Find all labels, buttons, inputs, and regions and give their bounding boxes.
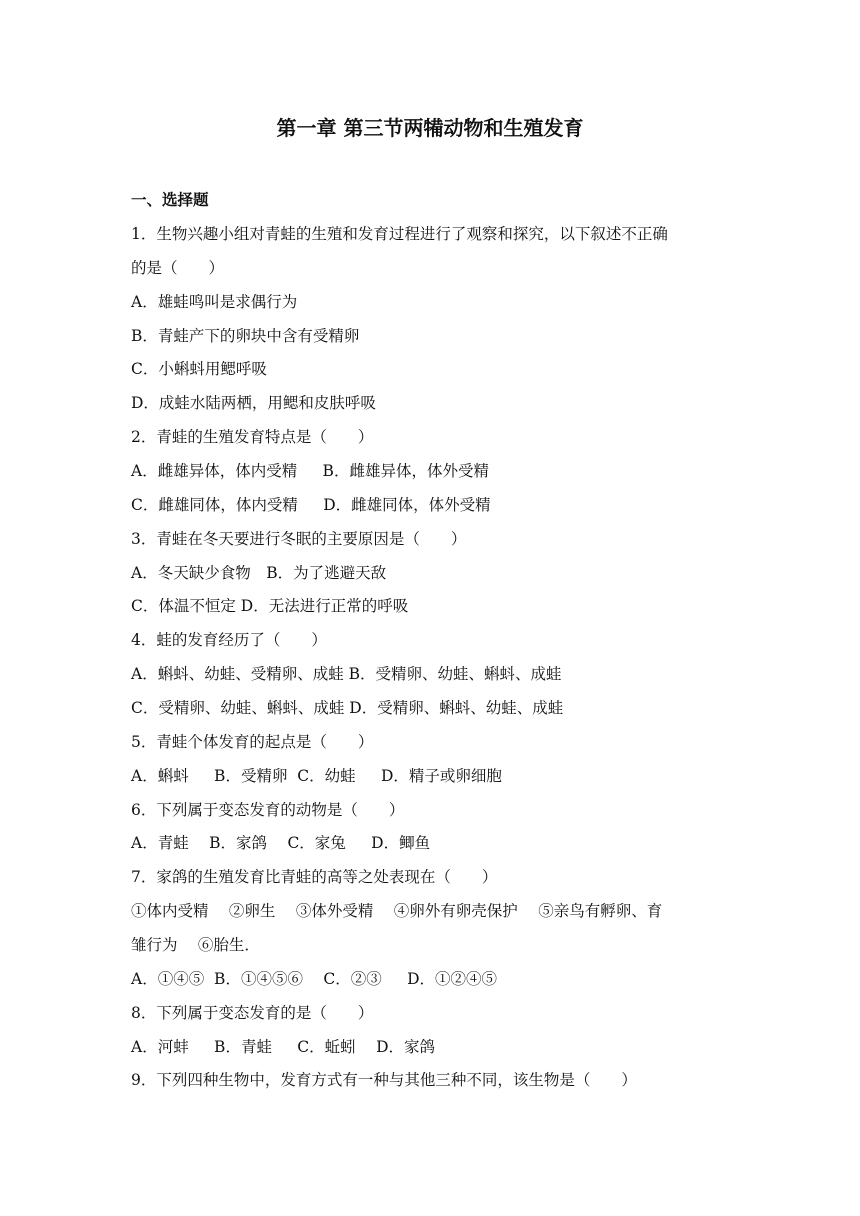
question-3-options-cd: C．体温不恒定 D．无法进行正常的呼吸 xyxy=(131,597,409,615)
question-7-choices: ①体内受精 ②卵生 ③体外受精 ④卵外有卵壳保护 ⑤亲鸟有孵卵、育 xyxy=(131,902,663,920)
question-4-options-cd: C．受精卵、幼蛙、蝌蚪、成蛙 D．受精卵、蝌蚪、幼蛙、成蛙 xyxy=(131,699,564,717)
question-1-stem-cont: 的是（ ） xyxy=(131,259,225,277)
question-3-options-ab: A．冬天缺少食物 B．为了逃避天敌 xyxy=(131,564,387,582)
question-2-options-ab: A．雌雄异体，体内受精 B．雌雄异体，体外受精 xyxy=(131,462,489,480)
question-7-choices-cont: 雏行为 ⑥胎生． xyxy=(131,936,260,954)
question-6-stem: 6．下列属于变态发育的动物是（ ） xyxy=(131,801,405,819)
question-1-option-b: B．青蛙产下的卵块中含有受精卵 xyxy=(131,327,360,345)
question-8-options: A．河蚌 B．青蛙 C．蚯蚓 D．家鸽 xyxy=(131,1038,436,1056)
question-2-stem: 2．青蛙的生殖发育特点是（ ） xyxy=(131,428,374,446)
question-7-options: A．①④⑤ B．①④⑤⑥ C．②③ D．①②④⑤ xyxy=(131,970,498,988)
question-6-options: A．青蛙 B．家鸽 C．家兔 D．鲫鱼 xyxy=(131,834,431,852)
question-5-options: A．蝌蚪 B．受精卵 C．幼蛙 D．精子或卵细胞 xyxy=(131,767,502,785)
section-heading: 一、选择题 xyxy=(131,191,209,209)
question-5-stem: 5．青蛙个体发育的起点是（ ） xyxy=(131,733,374,751)
page-title: 第一章 第三节两犕动物和生殖发育 xyxy=(276,116,584,140)
question-7-stem: 7．家鸽的生殖发育比青蛙的高等之处表现在（ ） xyxy=(131,868,498,886)
question-8-stem: 8．下列属于变态发育的是（ ） xyxy=(131,1004,374,1022)
question-4-options-ab: A．蝌蚪、幼蛙、受精卵、成蛙 B．受精卵、幼蛙、蝌蚪、成蛙 xyxy=(131,665,562,683)
question-3-stem: 3．青蛙在冬天要进行冬眠的主要原因是（ ） xyxy=(131,530,467,548)
question-1-stem: 1．生物兴趣小组对青蛙的生殖和发育过程进行了观察和探究，以下叙述不正确 xyxy=(131,225,668,243)
question-2-options-cd: C．雌雄同体，体内受精 D．雌雄同体，体外受精 xyxy=(131,496,491,514)
question-1-option-a: A．雄蛙鸣叫是求偶行为 xyxy=(131,293,298,311)
question-1-option-c: C．小蝌蚪用鳃呼吸 xyxy=(131,360,267,378)
question-4-stem: 4．蛙的发育经历了（ ） xyxy=(131,631,327,649)
question-1-option-d: D．成蛙水陆两栖，用鳃和皮肤呼吸 xyxy=(131,394,376,412)
question-9-stem: 9．下列四种生物中，发育方式有一种与其他三种不同，该生物是（ ） xyxy=(131,1071,637,1089)
